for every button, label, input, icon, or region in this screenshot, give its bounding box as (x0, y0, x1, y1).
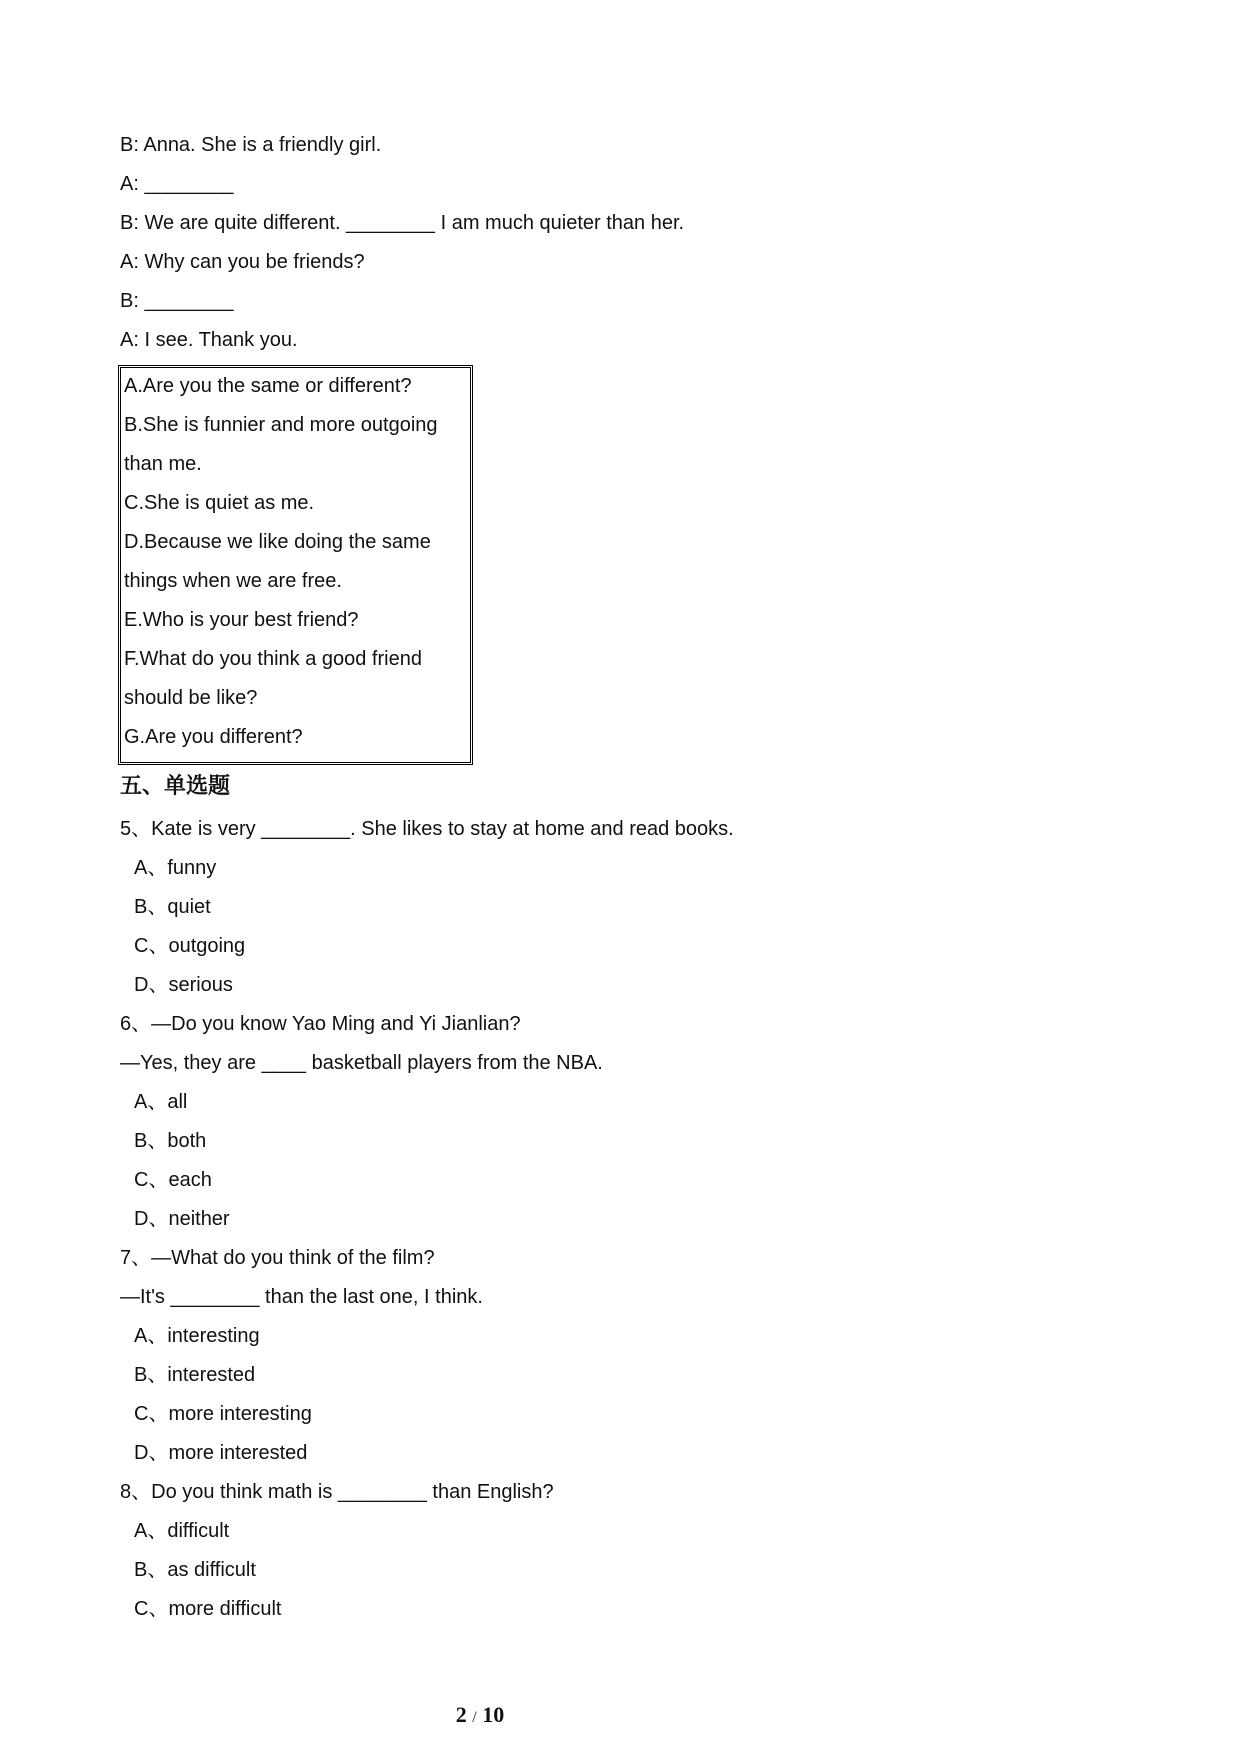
dialogue-line: B: We are quite different. ________ I am much quieter than her. (120, 212, 685, 234)
option-line: E.Who is your best friend? (124, 609, 359, 631)
section-heading: 五、单选题 (120, 773, 231, 799)
dialogue-line: A: ________ (120, 173, 234, 195)
dialogue-line: B: ________ (120, 290, 234, 312)
total-pages: 10 (482, 1702, 505, 1727)
answer-options-box (118, 365, 473, 765)
dialogue-line: A: Why can you be friends? (120, 251, 365, 273)
question-option: B、as difficult (134, 1559, 256, 1581)
option-line: C.She is quiet as me. (124, 492, 315, 514)
question-option: C、more difficult (134, 1598, 282, 1620)
question-option: B、both (134, 1130, 207, 1152)
question-stem: —Yes, they are ____ basketball players from the NBA. (120, 1052, 603, 1074)
question-stem: 6、—Do you know Yao Ming and Yi Jianlian? (120, 1013, 521, 1035)
current-page: 2 (455, 1702, 467, 1727)
question-option: B、interested (134, 1364, 256, 1386)
question-option: D、more interested (134, 1442, 308, 1464)
question-option: C、more interesting (134, 1403, 312, 1425)
dialogue-line: B: Anna. She is a friendly girl. (120, 134, 382, 156)
option-line: B.She is funnier and more outgoing (124, 414, 438, 436)
page-number (0, 1700, 960, 1733)
dialogue-line: A: I see. Thank you. (120, 329, 298, 351)
question-option: D、serious (134, 974, 233, 996)
question-option: B、quiet (134, 896, 211, 918)
question-option: A、all (134, 1091, 188, 1113)
option-line: than me. (124, 453, 202, 475)
question-stem: —It's ________ than the last one, I think. (120, 1286, 483, 1308)
option-line: G.Are you different? (124, 726, 303, 748)
question-stem: 7、—What do you think of the film? (120, 1247, 435, 1269)
question-stem: 8、Do you think math is ________ than English? (120, 1481, 554, 1503)
question-option: A、interesting (134, 1325, 260, 1347)
question-stem: 5、Kate is very ________. She likes to stay at home and read books. (120, 818, 734, 840)
question-option: A、difficult (134, 1520, 230, 1542)
option-line: A.Are you the same or different? (124, 375, 412, 397)
option-line: things when we are free. (124, 570, 342, 592)
page-separator: / (472, 1709, 477, 1726)
question-option: A、funny (134, 857, 217, 879)
option-line: D.Because we like doing the same (124, 531, 431, 553)
question-option: D、neither (134, 1208, 230, 1230)
question-option: C、outgoing (134, 935, 246, 957)
option-line: F.What do you think a good friend (124, 648, 422, 670)
option-line: should be like? (124, 687, 258, 709)
question-option: C、each (134, 1169, 212, 1191)
